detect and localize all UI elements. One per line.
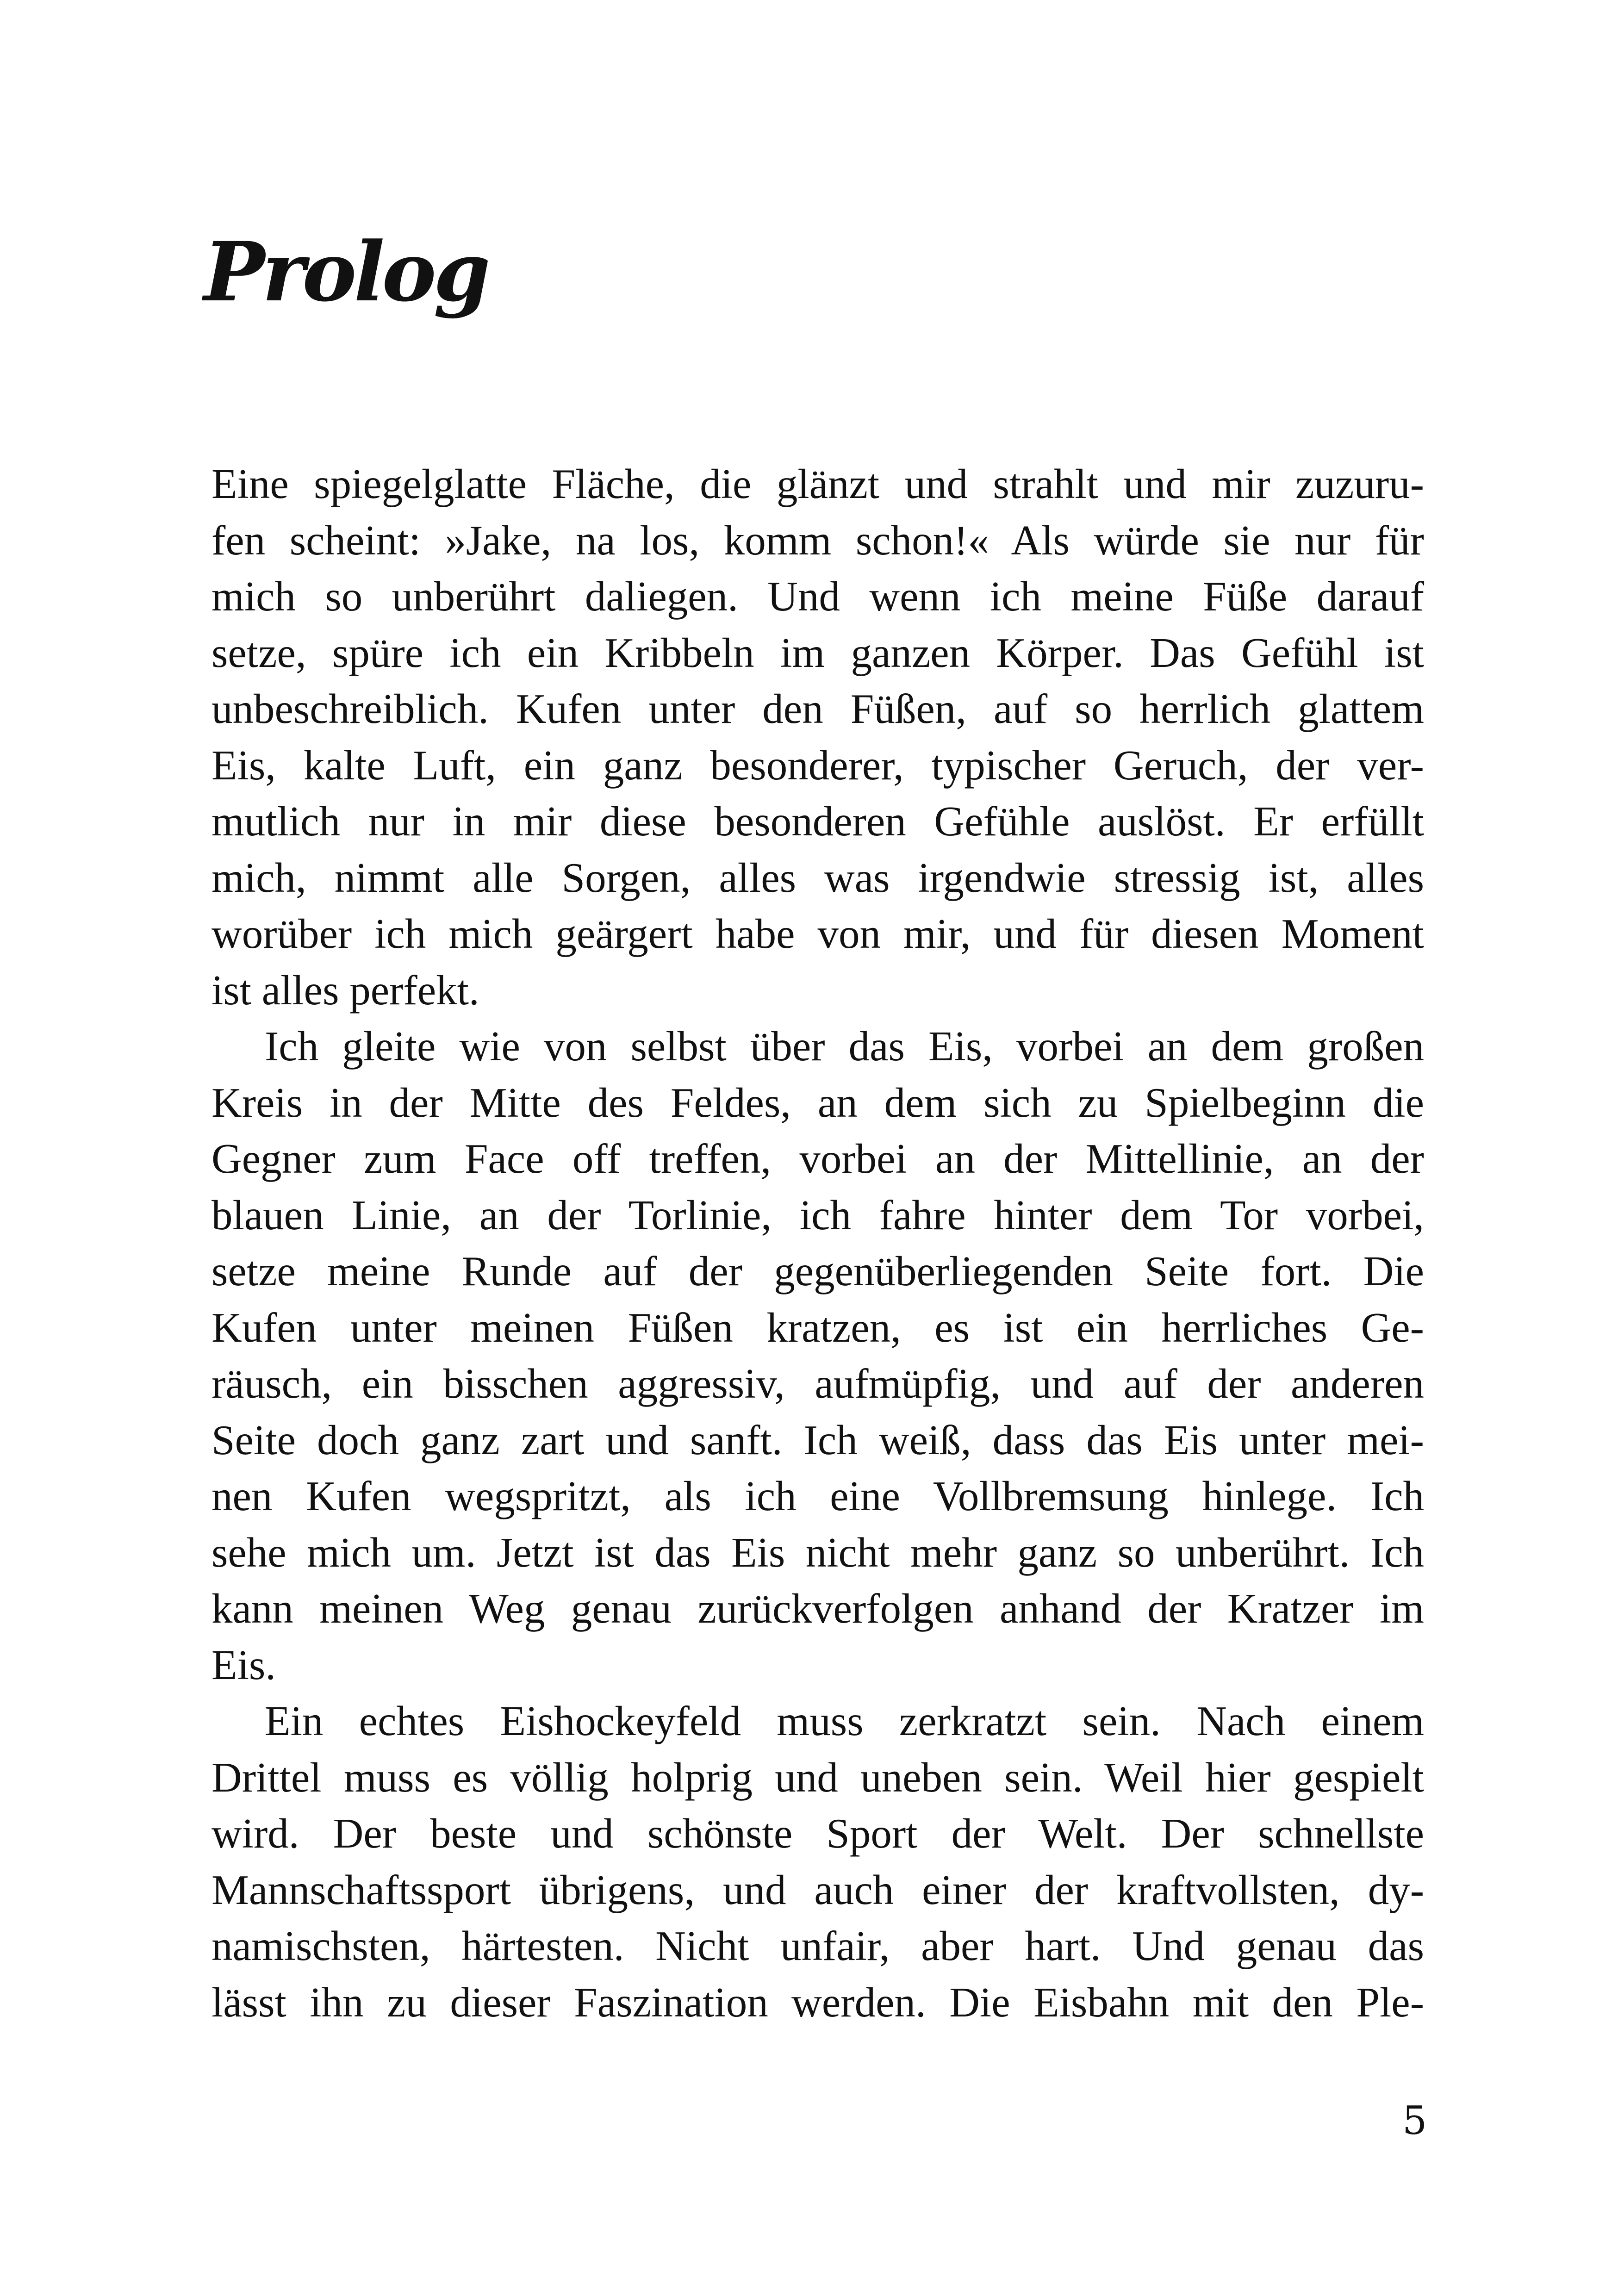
text-line: Eis, kalte Luft, ein ganz besonderer, typischer Geruch, der ver- — [212, 741, 1424, 789]
text-line: Seite doch ganz zart und sanft. Ich weiß, dass das Eis unter mei- — [212, 1416, 1424, 1463]
text-line: setze meine Runde auf der gegenüberliegenden Seite fort. Die — [212, 1248, 1424, 1294]
text-line: ist alles perfekt. — [212, 966, 479, 1014]
text-line: räusch, ein bisschen aggressiv, aufmüpfig, und auf der anderen — [212, 1360, 1424, 1407]
text-line: worüber ich mich geärgert habe von mir, und für diesen Moment — [212, 910, 1424, 957]
text-line: Gegner zum Face off treffen, vorbei an der Mittellinie, an der — [212, 1135, 1424, 1182]
text-line: blauen Linie, an der Torlinie, ich fahre hinter dem Tor vorbei, — [212, 1191, 1424, 1238]
text-line: unbeschreiblich. Kufen unter den Füßen, auf so herrlich glattem — [212, 685, 1424, 732]
text-line: wird. Der beste und schönste Sport der Welt. Der schnellste — [212, 1810, 1424, 1857]
paragraph — [212, 456, 1424, 1018]
text-line: kann meinen Weg genau zurückverfolgen anhand der Kratzer im — [212, 1585, 1424, 1632]
text-line: sehe mich um. Jetzt ist das Eis nicht mehr ganz so unberührt. Ich — [212, 1529, 1424, 1576]
text-line: Kufen unter meinen Füßen kratzen, es ist ein herrliches Ge- — [212, 1304, 1424, 1351]
text-line: Drittel muss es völlig holprig und uneben sein. Weil hier gespielt — [212, 1754, 1424, 1801]
text-line: setze, spüre ich ein Kribbeln im ganzen Körper. Das Gefühl ist — [212, 629, 1424, 676]
chapter-title: Prolog — [204, 224, 488, 320]
paragraph — [212, 1018, 1424, 1693]
body-text — [212, 456, 1424, 2030]
text-line: Ich gleite wie von selbst über das Eis, vorbei an dem großen — [265, 1023, 1424, 1070]
text-line: Kreis in der Mitte des Feldes, an dem sich zu Spielbeginn die — [212, 1079, 1424, 1126]
text-line: Eis. — [212, 1641, 276, 1688]
text-line: mich, nimmt alle Sorgen, alles was irgendwie stressig ist, alles — [212, 854, 1424, 901]
text-line: Eine spiegelglatte Fläche, die glänzt und strahlt und mir zuzuru- — [212, 460, 1424, 507]
text-line: mich so unberührt daliegen. Und wenn ich meine Füße darauf — [212, 573, 1424, 620]
text-line: Mannschaftssport übrigens, und auch einer der kraftvollsten, dy- — [212, 1866, 1424, 1913]
paragraph — [212, 1693, 1424, 2030]
text-line: namischsten, härtesten. Nicht unfair, aber hart. Und genau das — [212, 1923, 1424, 1969]
text-line: nen Kufen wegspritzt, als ich eine Vollbremsung hinlege. Ich — [212, 1473, 1424, 1519]
text-line: lässt ihn zu dieser Faszination werden. Die Eisbahn mit den Ple- — [212, 1979, 1424, 2026]
text-line: mutlich nur in mir diese besonderen Gefühle auslöst. Er erfüllt — [212, 798, 1424, 845]
text-line: fen scheint: »Jake, na los, komm schon!« Als würde sie nur für — [212, 516, 1424, 564]
page-number: 5 — [1402, 2098, 1427, 2143]
text-line: Ein echtes Eishockeyfeld muss zerkratzt sein. Nach einem — [265, 1698, 1424, 1744]
